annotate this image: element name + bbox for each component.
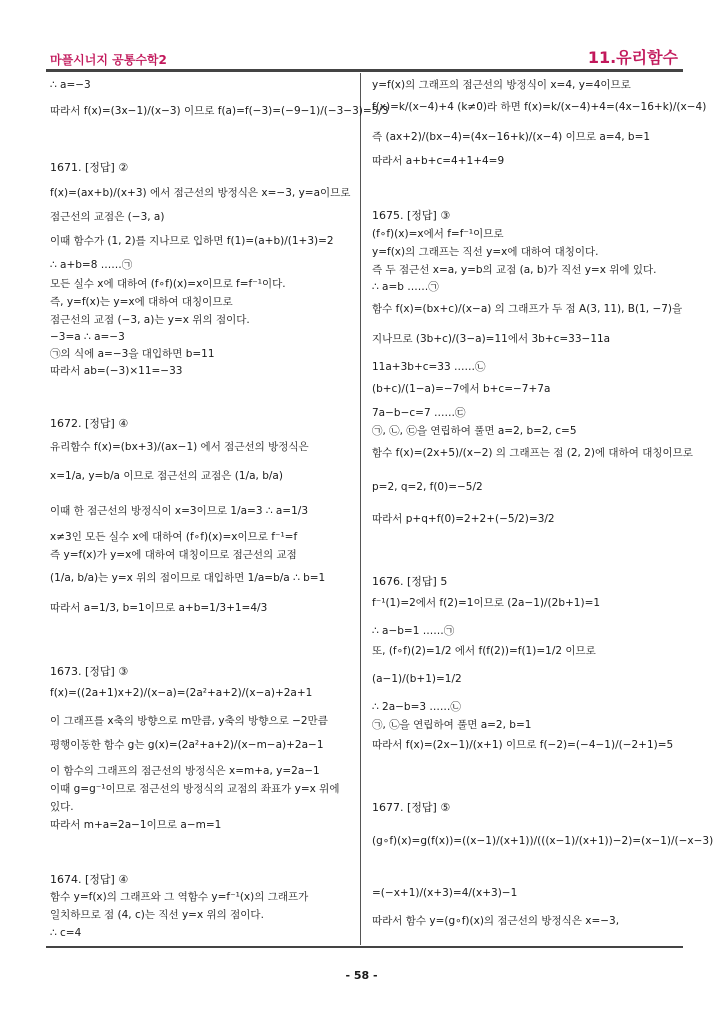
solution-line: 또, (f∘f)(2)=1/2 에서 f(f(2))=f(1)=1/2 이므로 <box>372 645 596 657</box>
solution-line: 점근선의 교점은 (−3, a) <box>50 211 165 223</box>
solution-line: =(−x+1)/(x+3)=4/(x+3)−1 <box>372 887 518 899</box>
solution-line: ㉠, ㉡을 연립하여 풀면 a=2, b=1 <box>372 719 532 731</box>
solution-line: (g∘f)(x)=g(f(x))=((x−1)/(x+1))/(((x−1)/(x+1))−2)=(x−1)/(−x−3) <box>372 835 714 847</box>
solution-line: ∴ c=4 <box>50 927 82 939</box>
page-number: - 58 - <box>345 969 378 982</box>
solution-line: x=1/a, y=b/a 이므로 점근선의 교점은 (1/a, b/a) <box>50 470 283 482</box>
solution-line: 함수 f(x)=(bx+c)/(x−a) 의 그래프가 두 점 A(3, 11), B(1, −7)을 <box>372 303 683 315</box>
solution-line: y=f(x)의 그래프는 직선 y=x에 대하여 대칭이다. <box>372 246 599 258</box>
solution-line: 즉 y=f(x)가 y=x에 대하여 대칭이므로 점근선의 교점 <box>50 549 297 561</box>
solution-line: (b+c)/(1−a)=−7에서 b+c=−7+7a <box>372 383 551 395</box>
solution-line: f(x)=k/(x−4)+4 (k≠0)라 하면 f(x)=k/(x−4)+4=(4x−16+k)/(x−4) <box>372 101 707 113</box>
solution-line: 따라서 f(x)=(2x−1)/(x+1) 이므로 f(−2)=(−4−1)/(−2+1)=5 <box>372 739 674 751</box>
solution-line: 7a−b−c=7 ……㉢ <box>372 407 466 419</box>
solution-line: 이때 한 점근선의 방정식이 x=3이므로 1/a=3 ∴ a=1/3 <box>50 505 308 517</box>
solution-line: (f∘f)(x)=x에서 f=f⁻¹이므로 <box>372 228 504 240</box>
solution-line: 지나므로 (3b+c)/(3−a)=11에서 3b+c=33−11a <box>372 333 611 345</box>
solution-line: 따라서 m+a=2a−1이므로 a−m=1 <box>50 819 222 831</box>
solution-line: 일치하므로 점 (4, c)는 직선 y=x 위의 점이다. <box>50 909 264 921</box>
solution-line: f(x)=(ax+b)/(x+3) 에서 점근선의 방정식은 x=−3, y=a이므로 <box>50 187 351 199</box>
solution-line: 따라서 p+q+f(0)=2+2+(−5/2)=3/2 <box>372 513 555 525</box>
problem-heading: 1673. [정답] ③ <box>50 665 129 678</box>
solution-line: 즉, y=f(x)는 y=x에 대하여 대칭이므로 <box>50 296 233 308</box>
solution-line: 평행이동한 함수 g는 g(x)=(2a²+a+2)/(x−m−a)+2a−1 <box>50 739 324 751</box>
solution-line: 함수 f(x)=(2x+5)/(x−2) 의 그래프는 점 (2, 2)에 대하여 대칭이므로 <box>372 447 693 459</box>
solution-line: 이때 g=g⁻¹이므로 점근선의 방정식의 교점의 좌표가 y=x 위에 <box>50 783 340 795</box>
solution-line: 유리함수 f(x)=(bx+3)/(ax−1) 에서 점근선의 방정식은 <box>50 441 309 453</box>
solution-line: ∴ 2a−b=3 ……㉡ <box>372 701 461 713</box>
problem-heading: 1674. [정답] ④ <box>50 873 129 886</box>
solution-line: 모든 실수 x에 대하여 (f∘f)(x)=x이므로 f=f⁻¹이다. <box>50 278 286 290</box>
solution-line: 11a+3b+c=33 ……㉡ <box>372 361 486 373</box>
solution-line: p=2, q=2, f(0)=−5/2 <box>372 481 483 493</box>
solution-line: (a−1)/(b+1)=1/2 <box>372 673 462 685</box>
problem-heading: 1676. [정답] 5 <box>372 575 448 588</box>
problem-heading: 1672. [정답] ④ <box>50 417 129 430</box>
solution-line: 이 함수의 그래프의 점근선의 방정식은 x=m+a, y=2a−1 <box>50 765 320 777</box>
chapter-title: 11.유리함수 <box>587 48 678 67</box>
solution-line: ㉠의 식에 a=−3을 대입하면 b=11 <box>50 348 215 360</box>
solution-line: 따라서 ab=(−3)×11=−33 <box>50 365 183 377</box>
solution-line: (1/a, b/a)는 y=x 위의 점이므로 대입하면 1/a=b/a ∴ b=1 <box>50 572 326 584</box>
solution-line: 즉 (ax+2)/(bx−4)=(4x−16+k)/(x−4) 이므로 a=4, b=1 <box>372 131 651 143</box>
solution-line: ∴ a=b ……㉠ <box>372 281 439 293</box>
solution-line: 있다. <box>50 801 74 813</box>
solution-line: ∴ a−b=1 ……㉠ <box>372 625 455 637</box>
solution-line: 점근선의 교점 (−3, a)는 y=x 위의 점이다. <box>50 314 250 326</box>
solution-line: 즉 두 점근선 x=a, y=b의 교점 (a, b)가 직선 y=x 위에 있다. <box>372 264 657 276</box>
solution-line: 따라서 a=1/3, b=1이므로 a+b=1/3+1=4/3 <box>50 602 268 614</box>
problem-heading: 1675. [정답] ③ <box>372 209 451 222</box>
solution-line: 이때 함수가 (1, 2)를 지나므로 입하면 f(1)=(a+b)/(1+3)=2 <box>50 235 334 247</box>
book-title: 마플시너지 공통수학2 <box>50 53 167 67</box>
solution-line: ∴ a+b=8 ……㉠ <box>50 259 133 271</box>
solution-line: 따라서 함수 y=(g∘f)(x)의 점근선의 방정식은 x=−3, <box>372 915 620 927</box>
solution-line: ㉠, ㉡, ㉢을 연립하여 풀면 a=2, b=2, c=5 <box>372 425 577 437</box>
solution-line: 함수 y=f(x)의 그래프와 그 역함수 y=f⁻¹(x)의 그래프가 <box>50 891 309 903</box>
solution-line: f⁻¹(1)=2에서 f(2)=1이므로 (2a−1)/(2b+1)=1 <box>372 597 601 609</box>
solution-line: −3=a ∴ a=−3 <box>50 331 125 343</box>
solution-line: 이 그래프를 x축의 방향으로 m만큼, y축의 방향으로 −2만큼 <box>50 715 328 727</box>
solution-line: 따라서 f(x)=(3x−1)/(x−3) 이므로 f(a)=f(−3)=(−9−1)/(−3−3)=5/3 <box>50 105 389 117</box>
solution-line: y=f(x)의 그래프의 점근선의 방정식이 x=4, y=4이므로 <box>372 79 631 91</box>
problem-heading: 1671. [정답] ② <box>50 161 129 174</box>
header-rule <box>46 69 683 72</box>
problem-heading: 1677. [정답] ⑤ <box>372 801 451 814</box>
footer-rule <box>46 946 683 948</box>
solution-line: x≠3인 모든 실수 x에 대하여 (f∘f)(x)=x이므로 f⁻¹=f <box>50 531 298 543</box>
solution-line: 따라서 a+b+c=4+1+4=9 <box>372 155 505 167</box>
solution-line: f(x)=((2a+1)x+2)/(x−a)=(2a²+a+2)/(x−a)+2a+1 <box>50 687 313 699</box>
solution-line: ∴ a=−3 <box>50 79 91 91</box>
column-divider <box>360 73 361 945</box>
